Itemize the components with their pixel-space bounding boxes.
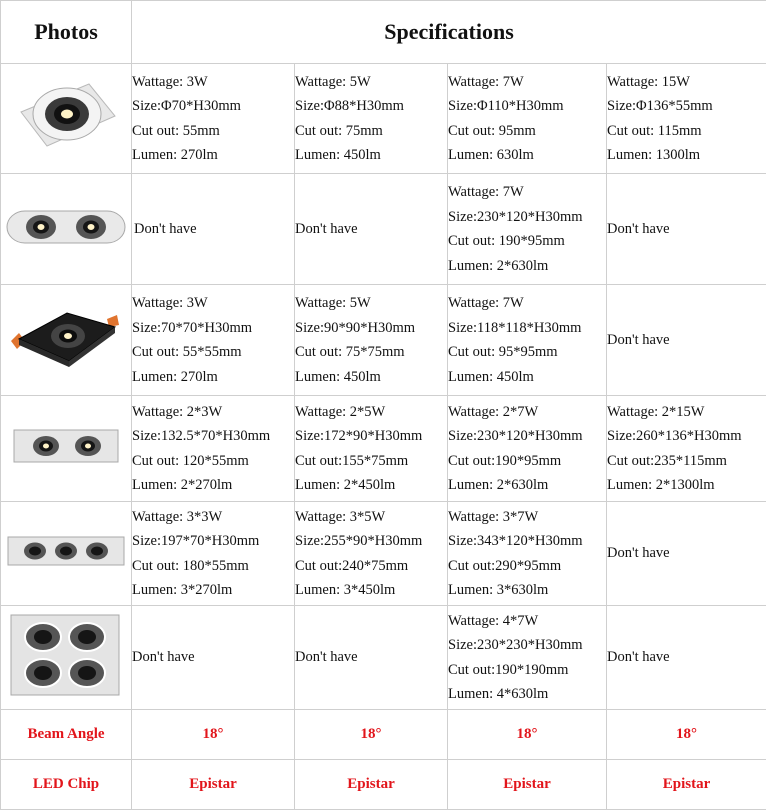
size-text: Size:172*90*H30mm (295, 428, 423, 444)
double-rectangular-downlight-image (10, 426, 122, 466)
size-text: Size:260*136*H30mm (607, 428, 742, 444)
product-photo-square-black (1, 285, 132, 396)
lumen-text: Lumen: 2*630lm (448, 257, 549, 274)
cutout-text: Cut out:190*190mm (448, 661, 569, 678)
cutout-text: Cut out: 75*75mm (295, 344, 405, 360)
beam-angle-value: 18° (448, 710, 607, 760)
wattage-text: Wattage: 2*3W (132, 403, 223, 420)
spec-cell (448, 396, 607, 502)
beam-angle-value: 18° (132, 710, 295, 760)
spec-cell (295, 174, 448, 285)
not-available-text: Don't have (607, 220, 670, 237)
size-text: Size:230*230*H30mm (448, 637, 583, 653)
spec-cell (132, 502, 295, 606)
led-chip-value: Epistar (132, 760, 295, 810)
not-available-text: Don't have (295, 649, 358, 666)
size-text: Size:70*70*H30mm (132, 319, 253, 336)
double-oval-downlight-image (5, 207, 127, 247)
size-text: Size:230*120*H30mm (448, 208, 583, 225)
wattage-text: Wattage: 15W (607, 73, 690, 90)
cutout-text: Cut out:235*115mm (607, 452, 727, 469)
square-black-downlight-image (7, 305, 125, 371)
lumen-text: Lumen: 4*630lm (448, 686, 549, 702)
not-available-text: Don't have (132, 649, 195, 666)
header-row (1, 1, 766, 64)
size-text: Size:197*70*H30mm (132, 533, 260, 549)
led-chip-value: Epistar (295, 760, 448, 810)
size-text: Size:Φ88*H30mm (295, 98, 404, 114)
cutout-text: Cut out: 95*95mm (448, 344, 558, 360)
cutout-text: Cut out:155*75mm (295, 452, 409, 469)
wattage-text: Wattage: 3W (132, 73, 208, 90)
wattage-text: Wattage: 3*3W (132, 508, 223, 525)
cutout-text: Cut out: 180*55mm (132, 557, 249, 574)
wattage-text: Wattage: 7W (448, 295, 524, 311)
cutout-text: Cut out: 120*55mm (132, 452, 249, 469)
wattage-text: Wattage: 5W (295, 73, 371, 90)
lumen-text: Lumen: 2*1300lm (607, 477, 715, 493)
size-text: Size:90*90*H30mm (295, 319, 416, 336)
product-row (1, 396, 766, 502)
wattage-text: Wattage: 7W (448, 73, 524, 90)
lumen-text: Lumen: 450lm (295, 147, 381, 163)
product-photo-single-round (1, 64, 132, 174)
cutout-text: Cut out: 55mm (132, 122, 220, 139)
lumen-text: Lumen: 3*270lm (132, 582, 233, 598)
spec-cell (448, 285, 607, 396)
cutout-text: Cut out:190*95mm (448, 452, 562, 469)
led-chip-value: Epistar (607, 760, 766, 810)
beam-angle-value: 18° (607, 710, 766, 760)
led-chip-row (1, 760, 766, 810)
spec-cell (448, 606, 607, 710)
spec-cell (132, 174, 295, 285)
spec-cell (295, 396, 448, 502)
wattage-text: Wattage: 4*7W (448, 612, 539, 629)
wattage-text: Wattage: 2*5W (295, 403, 386, 420)
lumen-text: Lumen: 450lm (295, 368, 381, 385)
cutout-text: Cut out: 75mm (295, 122, 383, 139)
spec-cell (607, 606, 766, 710)
product-row (1, 174, 766, 285)
spec-cell (295, 502, 448, 606)
cutout-text: Cut out: 95mm (448, 122, 536, 139)
lumen-text: Lumen: 1300lm (607, 147, 701, 163)
spec-cell (132, 606, 295, 710)
lumen-text: Lumen: 2*450lm (295, 477, 396, 493)
product-photo-quad-square (1, 606, 132, 710)
lumen-text: Lumen: 3*630lm (448, 582, 549, 598)
product-row (1, 64, 766, 174)
triple-rectangular-downlight-image (5, 533, 127, 569)
lumen-text: Lumen: 450lm (448, 368, 534, 385)
photos-header: Photos (1, 1, 132, 64)
size-text: Size:132.5*70*H30mm (132, 428, 271, 444)
size-text: Size:230*120*H30mm (448, 428, 583, 444)
not-available-text: Don't have (295, 220, 358, 237)
spec-cell (607, 174, 766, 285)
led-chip-label: LED Chip (1, 760, 132, 810)
product-photo-double-oval (1, 174, 132, 285)
spec-cell (448, 502, 607, 606)
wattage-text: Wattage: 3*7W (448, 508, 539, 525)
cutout-text: Cut out: 115mm (607, 122, 702, 139)
product-photo-triple-rectangular (1, 502, 132, 606)
lumen-text: Lumen: 270lm (132, 368, 218, 385)
spec-cell (295, 64, 448, 174)
product-row (1, 502, 766, 606)
lumen-text: Lumen: 3*450lm (295, 582, 396, 598)
size-text: Size:118*118*H30mm (448, 319, 582, 336)
spec-cell (448, 174, 607, 285)
spec-cell (295, 606, 448, 710)
specifications-header: Specifications (132, 1, 766, 64)
not-available-text: Don't have (607, 545, 670, 562)
spec-cell (448, 64, 607, 174)
not-available-text: Don't have (607, 649, 670, 666)
cutout-text: Cut out: 55*55mm (132, 344, 242, 360)
wattage-text: Wattage: 5W (295, 295, 371, 311)
single-round-downlight-image (7, 68, 125, 164)
product-photo-double-rectangular (1, 396, 132, 502)
wattage-text: Wattage: 2*7W (448, 403, 539, 420)
lumen-text: Lumen: 270lm (132, 147, 218, 163)
size-text: Size:Φ136*55mm (607, 98, 713, 114)
beam-angle-label: Beam Angle (1, 710, 132, 760)
cutout-text: Cut out:290*95mm (448, 557, 562, 574)
size-text: Size:Φ70*H30mm (132, 98, 241, 114)
size-text: Size:255*90*H30mm (295, 533, 423, 549)
product-row (1, 285, 766, 396)
not-available-text: Don't have (607, 331, 670, 348)
spec-cell (607, 502, 766, 606)
wattage-text: Wattage: 7W (448, 184, 524, 200)
size-text: Size:343*120*H30mm (448, 533, 583, 549)
lumen-text: Lumen: 2*270lm (132, 477, 233, 493)
not-available-text: Don't have (134, 220, 197, 237)
spec-cell (132, 396, 295, 502)
wattage-text: Wattage: 3*5W (295, 508, 386, 525)
wattage-text: Wattage: 3W (132, 295, 208, 311)
size-text: Size:Φ110*H30mm (448, 98, 564, 114)
cutout-text: Cut out: 190*95mm (448, 233, 565, 249)
spec-cell (607, 285, 766, 396)
cutout-text: Cut out:240*75mm (295, 557, 409, 574)
led-chip-value: Epistar (448, 760, 607, 810)
spec-cell (607, 64, 766, 174)
quad-square-downlight-image (7, 611, 125, 699)
beam-angle-row (1, 710, 766, 760)
lumen-text: Lumen: 2*630lm (448, 477, 549, 493)
spec-cell (607, 396, 766, 502)
spec-cell (132, 285, 295, 396)
beam-angle-value: 18° (295, 710, 448, 760)
spec-cell (295, 285, 448, 396)
lumen-text: Lumen: 630lm (448, 147, 534, 163)
wattage-text: Wattage: 2*15W (607, 403, 705, 420)
product-row (1, 606, 766, 710)
spec-cell (132, 64, 295, 174)
